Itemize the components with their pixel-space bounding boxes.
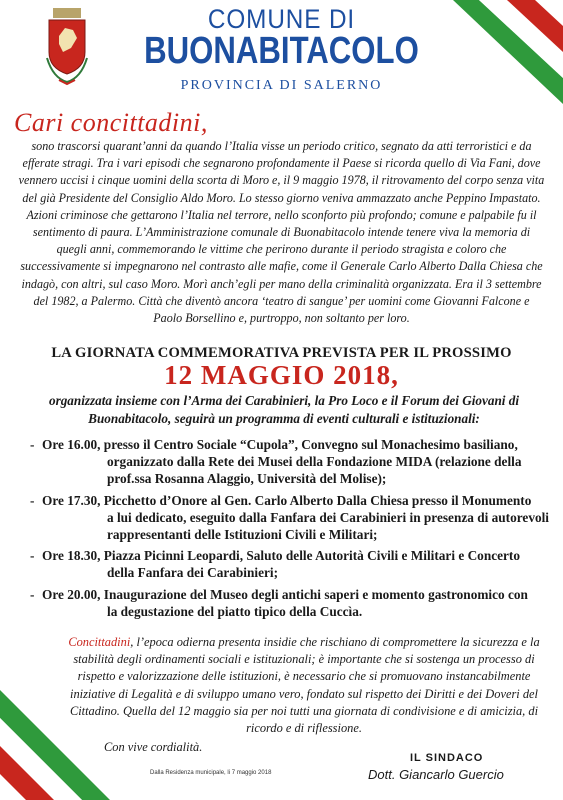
program-item-detail: organizzato dalla Rete dei Musei della Fondazione MIDA (relazione della prof.ssa Rosanna Alaggio, Università del Molise); <box>107 454 522 487</box>
closing-lead: Concittadini <box>68 635 131 649</box>
program-item: - Ore 17.30, Picchetto d’Onore al Gen. Carlo Alberto Dalla Chiesa presso il Monumento a lui dedicato, eseguito dalla Fanfara dei Carabinieri in presenza di autorevoli rappresentanti delle Istituzioni Civili e Militari; <box>30 492 549 543</box>
closing-paragraph <box>60 634 548 737</box>
program-item: - Ore 18.30, Piazza Picinni Leopardi, Saluto delle Autorità Civili e Militari e Concerto della Fanfara dei Carabinieri; <box>30 547 550 581</box>
program-item-time-line: Ore 16.00, presso il Centro Sociale “Cupola”, Convegno sul Monachesimo basiliano, <box>42 437 518 452</box>
program-list <box>30 436 550 624</box>
organization-paragraph: organizzata insieme con l’Arma dei Carabinieri, la Pro Loco e il Forum dei Giovani di Buonabitacolo, seguirà un programma di eventi culturali e istituzionali: <box>48 393 519 426</box>
program-item-time-line: Ore 18.30, Piazza Picinni Leopardi, Saluto delle Autorità Civili e Militari e Concerto <box>42 548 521 564</box>
header-province: PROVINCIA DI SALERNO <box>180 78 383 93</box>
greeting: Cari concittadini, <box>14 108 208 137</box>
program-item-detail: a lui dedicato, eseguito dalla Fanfara dei Carabinieri in presenza di autorevoli rappresentanti delle Istituzioni Civili e Militari; <box>107 509 549 543</box>
program-item: - Ore 20.00, Inaugurazione del Museo degli antichi saperi e momento gastronomico con la degustazione del piatto tipico della Cuccìa. <box>30 586 550 620</box>
program-item-detail: della Fanfara dei Carabinieri; <box>107 565 278 581</box>
signature-name: Dott. Giancarlo Guercio <box>368 767 504 782</box>
program-item-time-line: Ore 20.00, Inaugurazione del Museo degli antichi saperi e momento gastronomico con <box>42 586 528 602</box>
cordiality: Con vive cordialità. <box>104 740 203 754</box>
program-item-detail: la degustazione del piatto tipico della Cuccìa. <box>107 603 363 619</box>
header-title-municipality: BUONABITACOLO <box>144 30 419 72</box>
signature-title: IL SINDACO <box>410 752 484 764</box>
event-headline: LA GIORNATA COMMEMORATIVA PREVISTA PER IL PROSSIMO <box>51 345 512 361</box>
event-date: 12 MAGGIO 2018, <box>164 360 399 390</box>
residence-note: Dalla Residenza municipale, li 7 maggio 2018 <box>150 770 272 776</box>
program-item: - Ore 16.00, presso il Centro Sociale “Cupola”, Convegno sul Monachesimo basiliano, organizzato dalla Rete dei Musei della Fondazione MIDA (relazione della prof.ssa Rosanna Alaggio, Università del Molise); <box>30 436 550 488</box>
intro-paragraph: sono trascorsi quarant’anni da quando l’Italia visse un periodo critico, segnato da atti terroristici e da efferate stragi. Tra i vari episodi che segnarono profondamente il Paese si ricorda quello di Via Fani, dove vennero uccisi i cinque uomini della scorta di Moro e, il 9 maggio 1978, il ritrovamento del corpo senza vita del già Presidente del Consiglio Aldo Moro. Lo stesso giorno veniva ammazzato anche Peppino Impastato. Azioni criminose che gettarono l’Italia nel terrore, nello sconforto più profondo; comune e palpabile fu il sentimento di paura. L’Amministrazione comunale di Buonabitacolo intende tenere viva la memoria di quegli anni, commemorando le vittime che perirono durante il periodo stragista e coloro che successivamente si impegnarono nel contrasto alle mafie, come il Generale Carlo Alberto Dalla Chiesa che indagò, con altri, sul caso Moro. Morì anch’egli per mano della criminalità organizzata. Era il 3 settembre del 1982, a Palermo. Città che diventò ancora ‘teatro di sangue’ per uomini come Giovanni Falcone e Paolo Borsellino e, purtroppo, non soltanto per loro. <box>18 139 545 326</box>
closing-text: , l’epoca odierna presenta insidie che rischiano di compromettere la sicurezza e la stabilità degli ordinamenti sociali e istituzionali; è importante che si sostenga un processo di rispetto e valorizzazione delle istituzioni, è necessario che si promuovano instancabilmente iniziative di Legalità e di sviluppo umano vero, fondato sul rispetto dei Diritti e dei Doveri del Cittadino. Quella del 12 maggio sia per noi tutti una giornata di condivisione e di amicizia, di ricordo e di riflessione. <box>69 635 540 736</box>
program-item-time-line: Ore 17.30, Picchetto d’Onore al Gen. Carlo Alberto Dalla Chiesa presso il Monumento <box>42 492 532 508</box>
header-title-line1: COMUNE DI <box>207 4 356 34</box>
